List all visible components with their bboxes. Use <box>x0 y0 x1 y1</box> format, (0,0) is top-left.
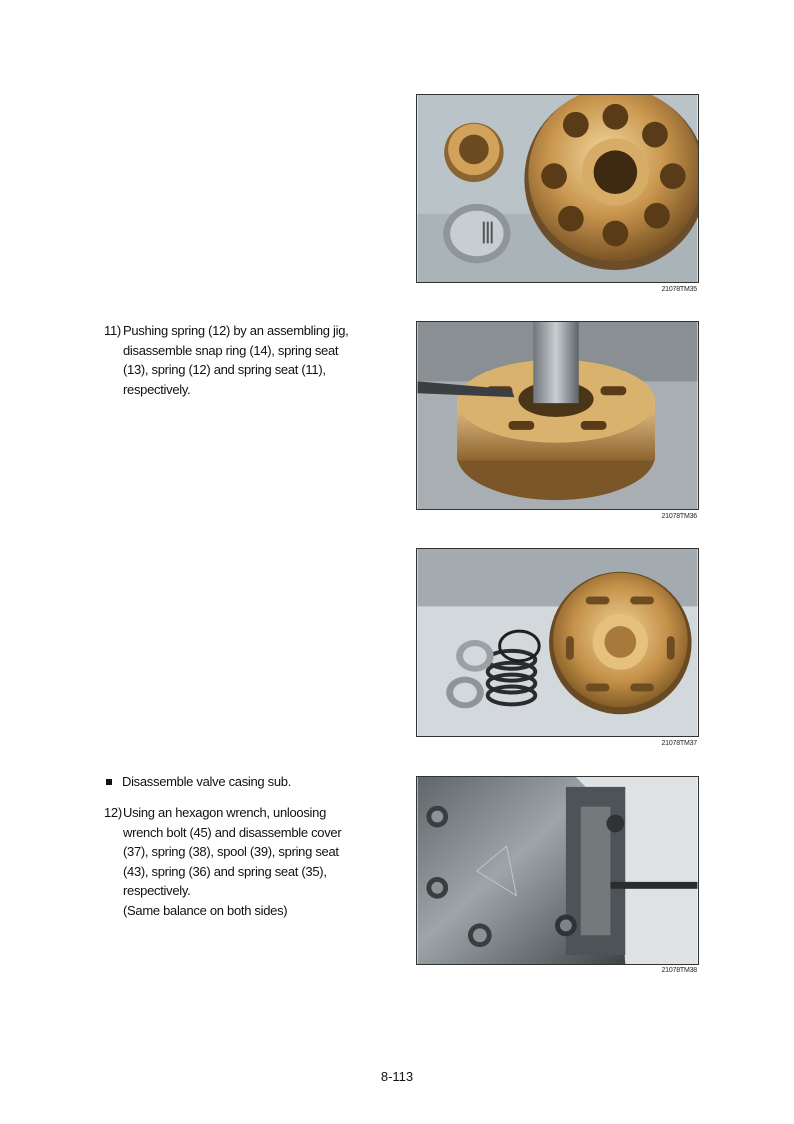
step-line: (Same balance on both sides) <box>123 902 288 918</box>
figure-caption: 21078TM37 <box>661 740 697 747</box>
photo-assembling-jig-illustration <box>417 322 698 509</box>
photo-spring-parts-illustration <box>417 549 698 736</box>
step-number: 12) <box>104 805 122 820</box>
photo-valve-casing-illustration <box>417 777 698 964</box>
step-line: (43), spring (36) and spring seat (35), <box>123 863 327 879</box>
section-heading-text: Disassemble valve casing sub. <box>122 774 292 789</box>
photo-cylinder-parts-illustration <box>417 95 698 282</box>
step-12 <box>104 803 382 920</box>
page-number: 8-113 <box>380 1069 414 1084</box>
step-11 <box>104 321 382 399</box>
photo-assembling-jig <box>416 321 699 510</box>
step-line: Pushing spring (12) by an assembling jig, <box>123 323 349 338</box>
figure-caption: 21078TM38 <box>661 967 697 974</box>
step-line: (13), spring (12) and spring seat (11), <box>123 362 326 377</box>
figure-caption: 21078TM36 <box>661 513 697 520</box>
step-line: respectively. <box>123 883 191 898</box>
step-text <box>123 803 382 920</box>
figure-caption: 21078TM35 <box>661 286 697 293</box>
step-line: respectively. <box>123 381 191 397</box>
section-heading <box>106 774 291 789</box>
photo-spring-parts <box>416 548 699 737</box>
step-line: (37), spring (38), spool (39), spring seat <box>123 844 339 859</box>
step-text <box>123 321 382 399</box>
square-bullet-icon <box>106 779 112 785</box>
step-number: 11) <box>104 323 121 338</box>
photo-valve-casing <box>416 776 699 965</box>
step-line: Using an hexagon wrench, unloosing <box>123 805 326 820</box>
step-line: wrench bolt (45) and disassemble cover <box>123 824 342 840</box>
photo-cylinder-parts <box>416 94 699 283</box>
step-line: disassemble snap ring (14), spring seat <box>123 342 339 358</box>
